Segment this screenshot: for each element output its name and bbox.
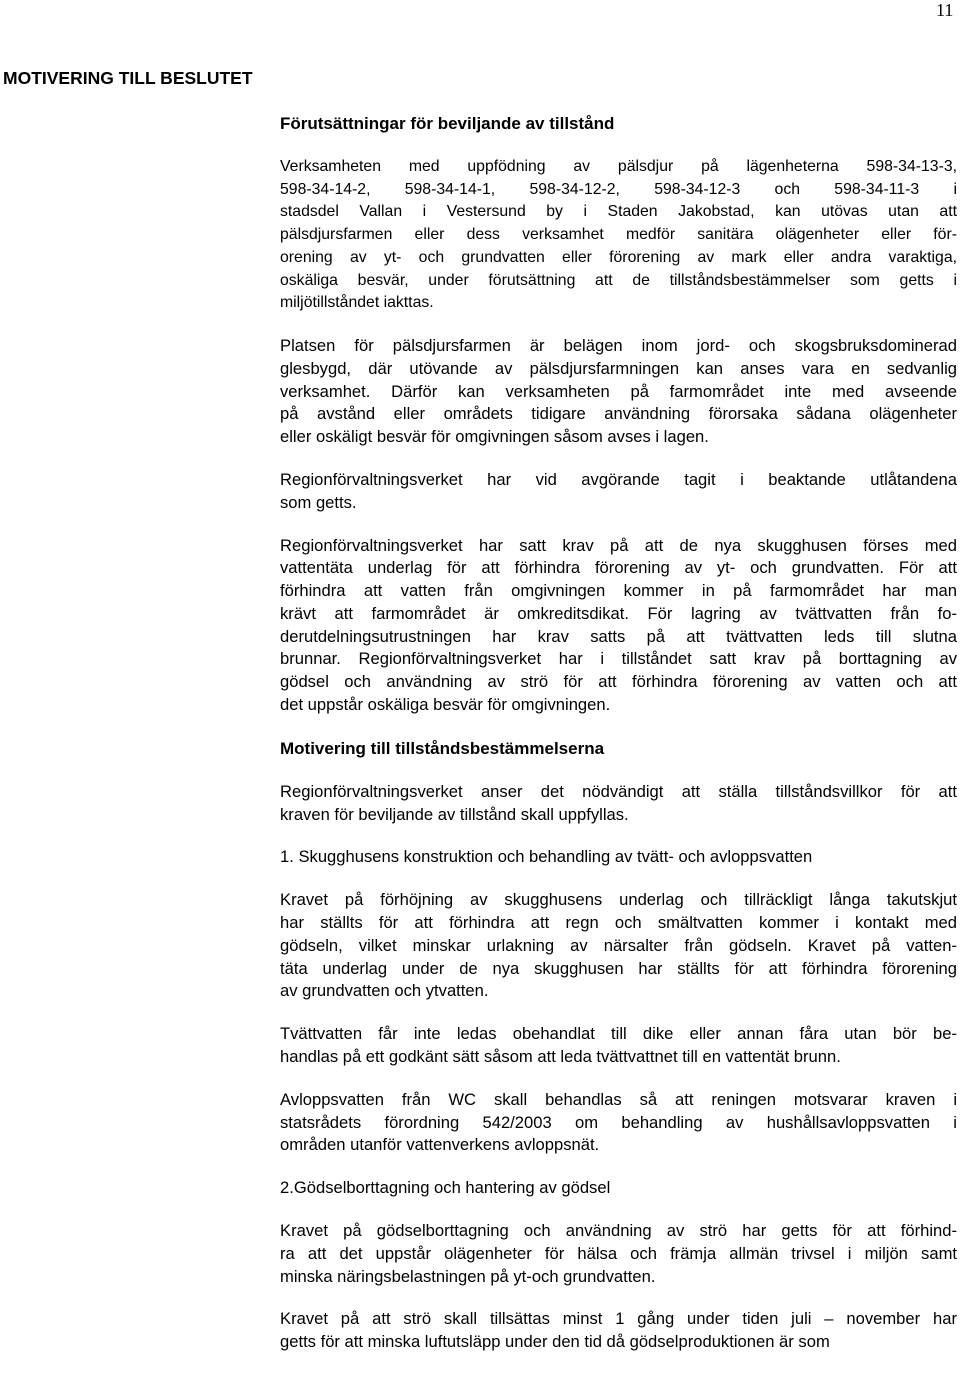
paragraph	[280, 889, 957, 1003]
text-line: av grundvatten och ytvatten.	[280, 981, 489, 1001]
text-line: Verksamheten med uppfödning av pälsdjur på lägenheterna 598-34-13-3,	[280, 158, 957, 175]
text-line: Kravet på gödselborttagning och användning av strö har getts för att förhind-	[280, 1221, 957, 1241]
text-line: statsrådets förordning 542/2003 om behandling av hushållsavloppsvatten i	[280, 1112, 957, 1132]
text-line: miljötillståndet iakttas.	[280, 294, 434, 312]
text-line: Tvättvatten får inte ledas obehandlat till dike eller annan fåra utan bör be-	[280, 1024, 957, 1044]
text-line: gödseln, vilket minskar urlakning av närsalter från gödseln. Kravet på vatten-	[280, 935, 957, 955]
text-line: vattentäta underlag för att förhindra förorening av yt- och grundvatten. För att	[280, 558, 957, 578]
text-line: Avloppsvatten från WC skall behandlas så att reningen motsvarar kraven i	[280, 1089, 957, 1109]
text-line: Motivering till tillståndsbestämmelserna	[280, 738, 605, 758]
text-line: glesbygd, där utövande av pälsdjursfarmningen kan anses vara en sedvanlig	[280, 358, 957, 378]
text-line: orening av yt- och grundvatten eller förorening av mark eller andra varaktiga,	[280, 248, 957, 266]
text-line: Förutsättningar för beviljande av tillstånd	[280, 114, 615, 133]
section-heading	[280, 737, 957, 761]
text-line: ra att det uppstår olägenheter för hälsa och främja allmän trivsel i miljön samt	[280, 1243, 957, 1263]
text-line: verksamhet. Därför kan verksamheten på farmområdet inte med avseende	[280, 381, 957, 401]
paragraph	[280, 156, 957, 315]
text-line: gödsel och användning av strö för att förhindra förorening av vatten och att	[280, 672, 957, 692]
text-line: Regionförvaltningsverket anser det nödvändigt att ställa tillståndsvillkor för att	[280, 781, 957, 801]
text-line: Platsen för pälsdjursfarmen är belägen inom jord- och skogsbruksdominerad	[280, 335, 957, 355]
text-line: 598-34-14-2, 598-34-14-1, 598-34-12-2, 598-34-12-3 och 598-34-11-3 i	[280, 180, 957, 198]
text-line: har ställts för att förhindra att regn och smältvatten kommer i kontakt med	[280, 913, 957, 933]
paragraph	[280, 781, 957, 827]
text-line: förhindra att vatten från omgivningen kommer in på farmområdet har man	[280, 581, 957, 601]
text-line: derutdelningsutrustningen har krav satts på att tvättvatten leds till slutna	[280, 626, 957, 646]
text-line: kraven för beviljande av tillstånd skall uppfyllas.	[280, 804, 629, 824]
text-line: brunnar. Regionförvaltningsverket har i tillståndet satt krav på borttagning av	[280, 649, 957, 669]
text-line: Regionförvaltningsverket har vid avgörande tagit i beaktande utlåtandena	[280, 469, 957, 489]
paragraph	[280, 1177, 957, 1200]
text-line: områden utanför vattenverkens avloppsnät.	[280, 1135, 600, 1155]
paragraph	[280, 335, 957, 449]
paragraph	[280, 1220, 957, 1288]
section-heading	[280, 112, 957, 136]
text-line: eller oskäligt besvär för omgivningen såsom avses i lagen.	[280, 427, 709, 447]
text-line: stadsdel Vallan i Vestersund by i Staden Jakobstad, kan utövas utan att	[280, 203, 957, 221]
text-line: som getts.	[280, 492, 357, 512]
text-line: pälsdjursfarmen eller dess verksamhet medför sanitära olägenheter eller för-	[280, 226, 957, 244]
text-line: det uppstår oskäliga besvär för omgivningen.	[280, 695, 611, 715]
text-line: oskäliga besvär, under förutsättning att de tillståndsbestämmelser som getts i	[280, 271, 957, 289]
text-line: getts för att minska luftutsläpp under den tid då gödselproduktionen är som	[280, 1332, 830, 1352]
text-line: minska näringsbelastningen på yt-och grundvatten.	[280, 1266, 656, 1286]
text-line: krävt att farmområdet är omkreditsdikat. För lagring av tvättvatten från fo-	[280, 603, 957, 623]
text-line: Kravet på att strö skall tillsättas minst 1 gång under tiden juli – november har	[280, 1309, 957, 1329]
paragraph	[280, 1308, 957, 1354]
paragraph	[280, 1089, 957, 1157]
document-body	[280, 112, 957, 1374]
text-line: Kravet på förhöjning av skugghusens underlag och tillräckligt långa takutskjut	[280, 890, 957, 910]
text-line: på avstånd eller områdets tidigare användning förorsaka sådana olägenheter	[280, 404, 957, 424]
text-line: 2.Gödselborttagning och hantering av gödsel	[280, 1178, 611, 1198]
page-title: MOTIVERING TILL BESLUTET	[3, 68, 253, 88]
paragraph	[280, 846, 957, 869]
paragraph	[280, 469, 957, 515]
text-line: Regionförvaltningsverket har satt krav på att de nya skugghusen förses med	[280, 535, 957, 555]
text-line: 1. Skugghusens konstruktion och behandling av tvätt- och avloppsvatten	[280, 847, 813, 867]
page-number: 11	[936, 0, 954, 20]
paragraph	[280, 535, 957, 717]
text-line: täta underlag under de nya skugghusen har ställts för att förhindra förorening	[280, 958, 957, 978]
text-line: handlas på ett godkänt sätt såsom att leda tvättvattnet till en vattentät brunn.	[280, 1047, 841, 1067]
paragraph	[280, 1023, 957, 1069]
